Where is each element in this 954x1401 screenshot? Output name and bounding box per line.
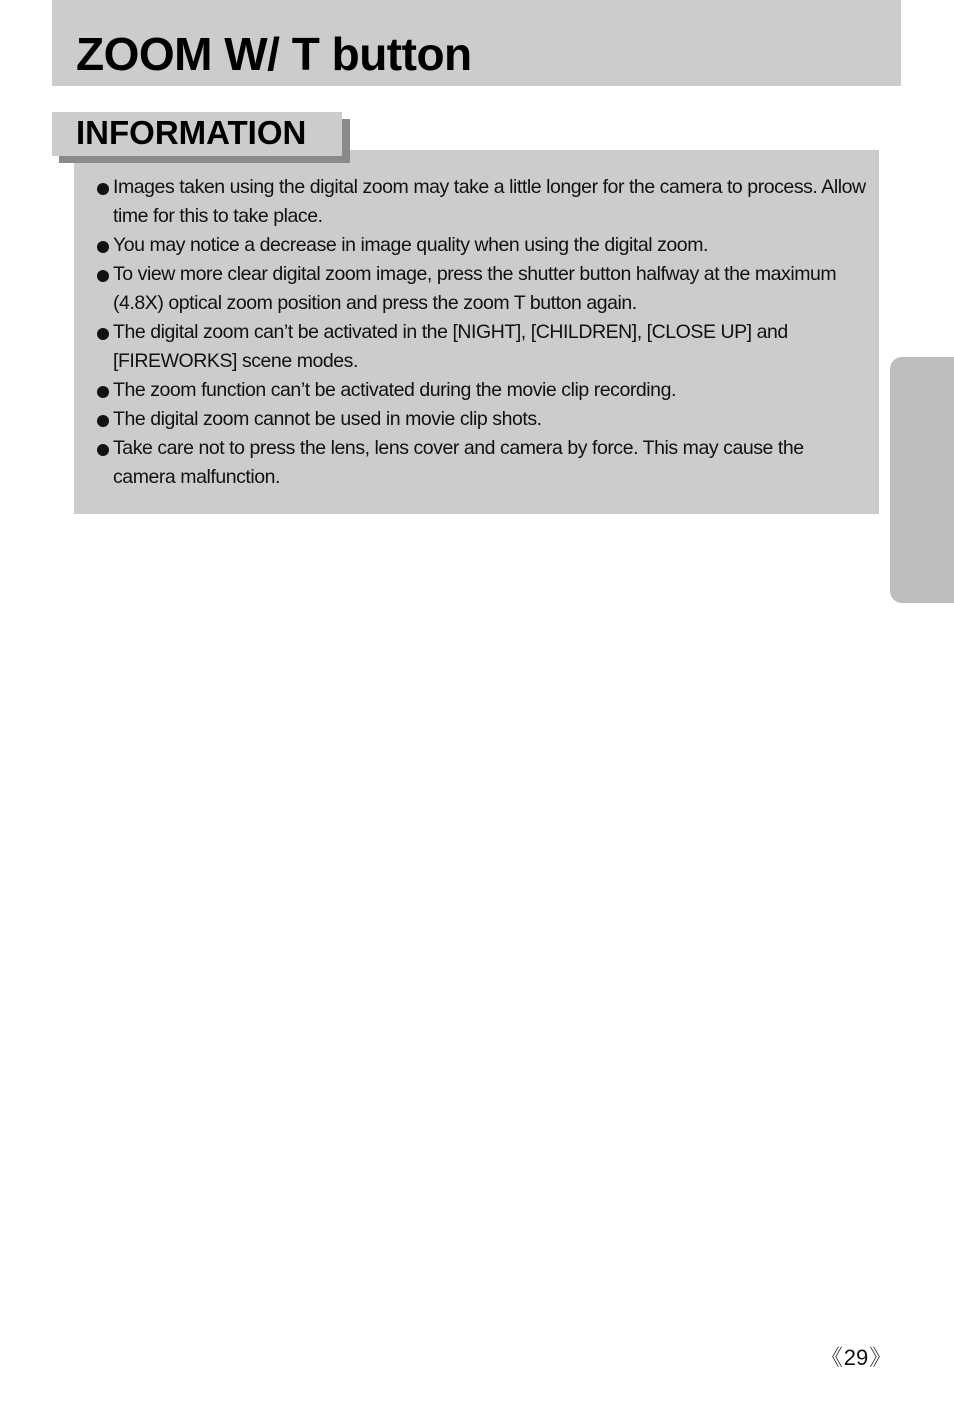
information-item-text: You may notice a decrease in image quality when using the digital zoom. bbox=[113, 234, 708, 256]
right-bracket: 》 bbox=[869, 1345, 892, 1370]
information-item-text: To view more clear digital zoom image, press the shutter button halfway at the maximum (4.8X) optical zoom position and press the zoom T button again. bbox=[113, 263, 837, 314]
left-bracket: 《 bbox=[820, 1345, 843, 1370]
bullet-icon bbox=[97, 415, 109, 427]
page-number bbox=[820, 1342, 892, 1374]
page-title: ZOOM W/ T button bbox=[76, 28, 472, 80]
page-number-value: 29 bbox=[843, 1345, 869, 1370]
information-list bbox=[96, 173, 866, 492]
side-chapter-tab bbox=[890, 357, 954, 603]
information-item bbox=[96, 405, 866, 434]
information-item bbox=[96, 260, 866, 318]
information-item-text: The digital zoom can’t be activated in the [NIGHT], [CHILDREN], [CLOSE UP] and [FIREWORKS] scene modes. bbox=[113, 321, 788, 372]
bullet-icon bbox=[97, 444, 109, 456]
title-bar bbox=[52, 0, 901, 86]
information-item bbox=[96, 173, 866, 231]
information-heading: INFORMATION bbox=[76, 114, 307, 151]
information-item bbox=[96, 318, 866, 376]
information-tab bbox=[52, 112, 342, 156]
information-item-text: Take care not to press the lens, lens cover and camera by force. This may cause the camera malfunction. bbox=[113, 437, 804, 488]
information-item-text: The digital zoom cannot be used in movie clip shots. bbox=[113, 408, 542, 430]
bullet-icon bbox=[97, 328, 109, 340]
bullet-icon bbox=[97, 241, 109, 253]
information-item bbox=[96, 376, 866, 405]
information-item bbox=[96, 231, 866, 260]
information-item-text: The zoom function can’t be activated during the movie clip recording. bbox=[113, 379, 676, 401]
bullet-icon bbox=[97, 386, 109, 398]
bullet-icon bbox=[97, 270, 109, 282]
information-item-text: Images taken using the digital zoom may take a little longer for the camera to process. Allow time for this to take place. bbox=[113, 176, 866, 227]
information-item bbox=[96, 434, 866, 492]
bullet-icon bbox=[97, 183, 109, 195]
